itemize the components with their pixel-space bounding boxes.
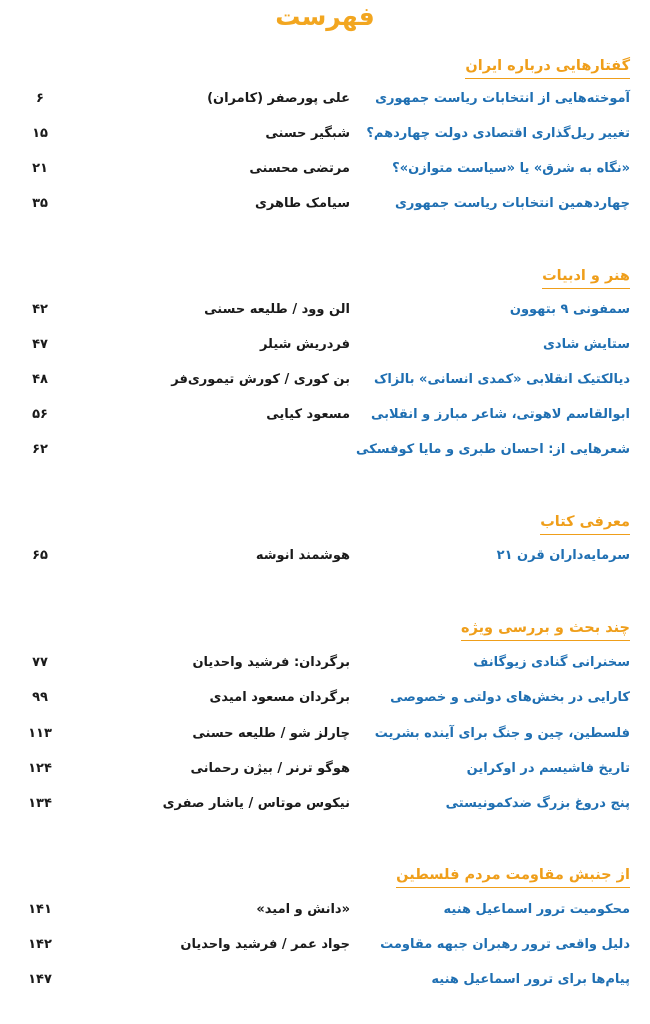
entry-page: ۷۷ bbox=[32, 655, 48, 670]
entry-title: محکومیت ترور اسماعیل هنیه bbox=[443, 902, 630, 917]
section-heading: چند بحث و بررسی ویژه bbox=[461, 620, 630, 641]
entry-title: دلیل واقعی ترور رهبران جبهه مقاومت bbox=[380, 937, 630, 952]
entry-author: علی پورصفر (کامران) bbox=[207, 91, 350, 106]
entry-author: برگردان مسعود امیدی bbox=[209, 690, 350, 705]
toc-entry[interactable] bbox=[0, 937, 650, 961]
entry-author: هوشمند انوشه bbox=[255, 548, 350, 563]
toc-entry[interactable] bbox=[0, 655, 650, 679]
toc-entry[interactable] bbox=[0, 337, 650, 361]
entry-page: ۹۹ bbox=[32, 690, 48, 705]
entry-author: «دانش و امید» bbox=[256, 902, 350, 917]
entry-title: دیالکتیک انقلابی «کمدی انسانی» بالزاک bbox=[374, 372, 630, 387]
entry-author: برگردان: فرشید واحدیان bbox=[192, 655, 350, 670]
toc-entry[interactable] bbox=[0, 126, 650, 150]
toc-entry[interactable] bbox=[0, 372, 650, 396]
toc-entry[interactable] bbox=[0, 690, 650, 714]
entry-title: «نگاه به شرق» یا «سیاست متوازن»؟ bbox=[392, 161, 630, 176]
entry-author: هوگو ترنر / بیژن رحمانی bbox=[190, 761, 350, 776]
entry-page: ۶۲ bbox=[32, 442, 48, 457]
entry-author: جواد عمر / فرشید واحدیان bbox=[180, 937, 350, 952]
toc-entry[interactable] bbox=[0, 442, 650, 466]
entry-page: ۱۲۴ bbox=[28, 761, 52, 776]
entry-page: ۴۸ bbox=[32, 372, 48, 387]
entry-page: ۶۵ bbox=[32, 548, 48, 563]
entry-page: ۴۷ bbox=[32, 337, 48, 352]
entry-title: تغییر ریل‌گذاری اقتصادی دولت چهاردهم؟ bbox=[366, 126, 630, 141]
toc-entry[interactable] bbox=[0, 972, 650, 996]
toc-entry[interactable] bbox=[0, 407, 650, 431]
entry-page: ۲۱ bbox=[32, 161, 48, 176]
entry-page: ۱۵ bbox=[32, 126, 48, 141]
section-heading: معرفی کتاب bbox=[540, 514, 630, 535]
entry-page: ۱۴۷ bbox=[28, 972, 52, 987]
entry-author: چارلز شو / طلیعه حسنی bbox=[192, 726, 350, 741]
entry-author: فردریش شیلر bbox=[259, 337, 350, 352]
toc-entry[interactable] bbox=[0, 196, 650, 220]
section-heading: هنر و ادبیات bbox=[542, 268, 630, 289]
entry-title: سخنرانی گنادی زیوگانف bbox=[473, 655, 630, 670]
toc-entry[interactable] bbox=[0, 91, 650, 115]
entry-title: سرمایه‌داران قرن ۲۱ bbox=[496, 548, 630, 563]
toc-entry[interactable] bbox=[0, 548, 650, 572]
entry-author: بن کوری / کورش تیموری‌فر bbox=[171, 372, 350, 387]
toc-entry[interactable] bbox=[0, 796, 650, 820]
page-title: فهرست bbox=[275, 2, 375, 31]
toc-entry[interactable] bbox=[0, 302, 650, 326]
entry-page: ۱۱۳ bbox=[28, 726, 52, 741]
entry-page: ۱۴۱ bbox=[28, 902, 52, 917]
section-heading: گفتارهایی درباره ایران bbox=[465, 58, 630, 79]
entry-page: ۳۵ bbox=[32, 196, 48, 211]
entry-page: ۱۴۲ bbox=[28, 937, 52, 952]
entry-author: مسعود کیایی bbox=[266, 407, 350, 422]
entry-author: نیکوس موتاس / یاشار صفری bbox=[162, 796, 350, 811]
toc-entry[interactable] bbox=[0, 726, 650, 750]
entry-title: سمفونی ۹ بتهوون bbox=[509, 302, 630, 317]
entry-page: ۵۶ bbox=[32, 407, 48, 422]
entry-page: ۱۳۴ bbox=[28, 796, 52, 811]
entry-title: ستایش شادی bbox=[542, 337, 630, 352]
toc-entry[interactable] bbox=[0, 902, 650, 926]
entry-title: پنج دروغ بزرگ ضدکمونیستی bbox=[445, 796, 630, 811]
entry-author: الن وود / طلیعه حسنی bbox=[204, 302, 350, 317]
entry-title: کارایی در بخش‌های دولتی و خصوصی bbox=[390, 690, 630, 705]
entry-page: ۶ bbox=[36, 91, 44, 106]
entry-title: شعرهایی از: احسان طبری و مایا کوفسکی bbox=[356, 442, 630, 457]
entry-title: آموخته‌هایی از انتخابات ریاست جمهوری bbox=[375, 91, 630, 106]
entry-author: مرتضی محسنی bbox=[249, 161, 350, 176]
entry-title: پیام‌ها برای ترور اسماعیل هنیه bbox=[431, 972, 630, 987]
toc-entry[interactable] bbox=[0, 161, 650, 185]
section-heading: از جنبش مقاومت مردم فلسطین bbox=[396, 867, 630, 888]
entry-title: چهاردهمین انتخابات ریاست جمهوری bbox=[394, 196, 630, 211]
entry-page: ۴۲ bbox=[32, 302, 48, 317]
entry-title: ابوالقاسم لاهوتی، شاعر مبارز و انقلابی bbox=[370, 407, 630, 422]
entry-author: سیامک طاهری bbox=[255, 196, 350, 211]
toc-entry[interactable] bbox=[0, 761, 650, 785]
entry-title: فلسطین، چین و جنگ برای آینده بشریت bbox=[374, 726, 630, 741]
entry-title: تاریخ فاشیسم در اوکراین bbox=[466, 761, 630, 776]
entry-author: شبگیر حسنی bbox=[265, 126, 350, 141]
